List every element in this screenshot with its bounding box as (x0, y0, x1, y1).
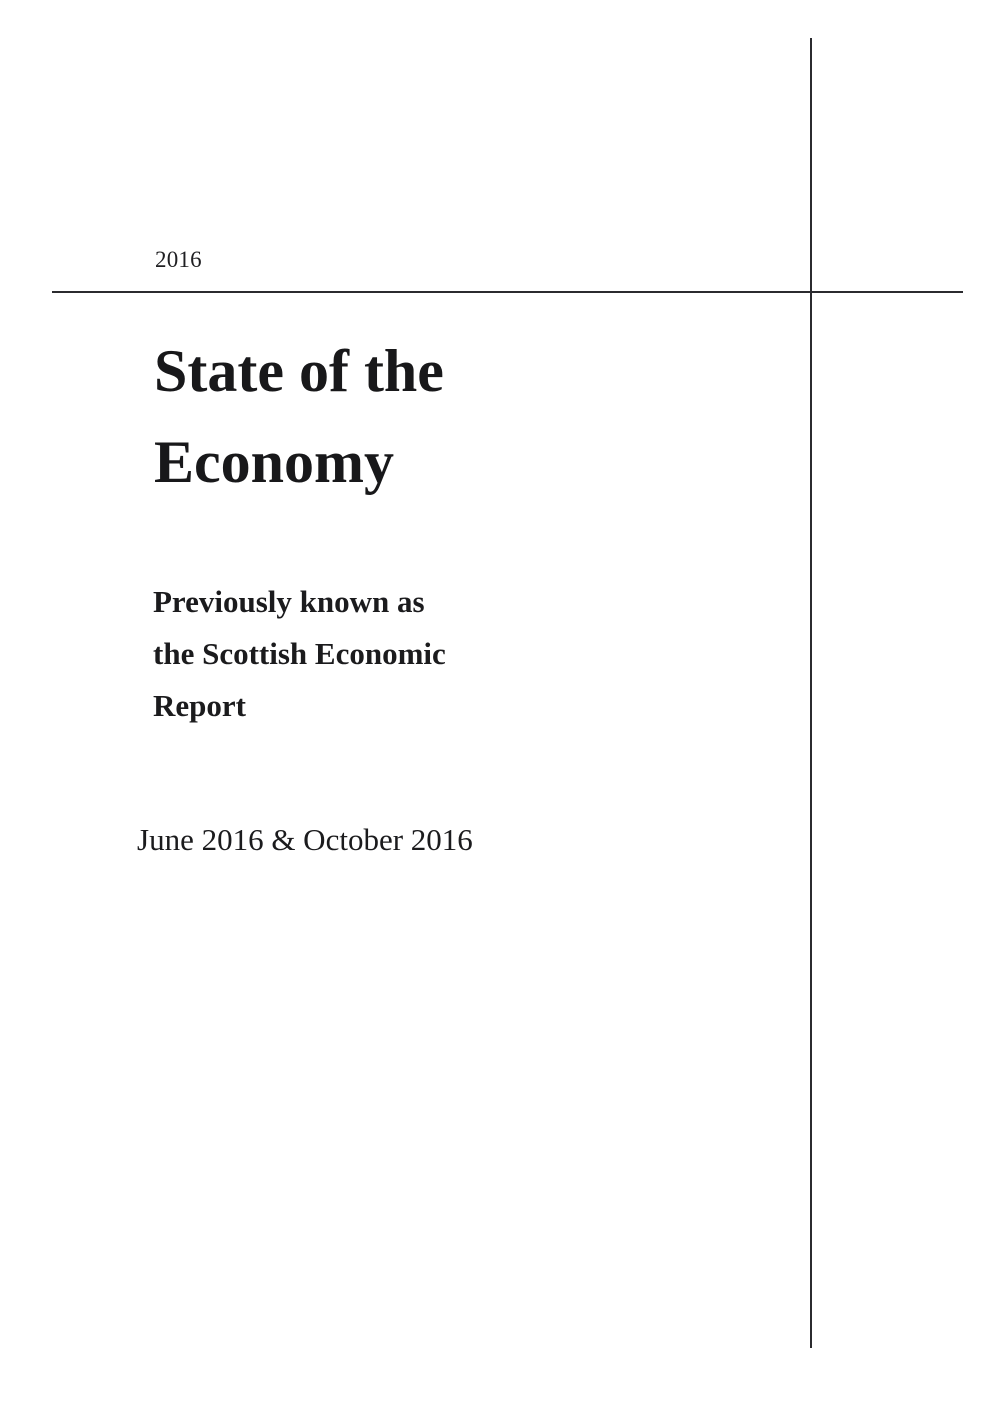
cover-year-label: 2016 (155, 247, 202, 272)
document-title (154, 326, 774, 508)
document-subtitle (153, 576, 583, 731)
document-subtitle-line-2: the Scottish Economic (153, 635, 446, 671)
document-date-label: June 2016 & October 2016 (137, 822, 473, 857)
document-subtitle-line-3: Report (153, 687, 246, 723)
vertical-divider-rule (810, 38, 812, 1348)
document-subtitle-line-1: Previously known as (153, 584, 425, 619)
document-title-line-2: Economy (154, 429, 394, 496)
horizontal-divider-rule (52, 291, 963, 293)
document-title-line-1: State of the (154, 338, 444, 404)
